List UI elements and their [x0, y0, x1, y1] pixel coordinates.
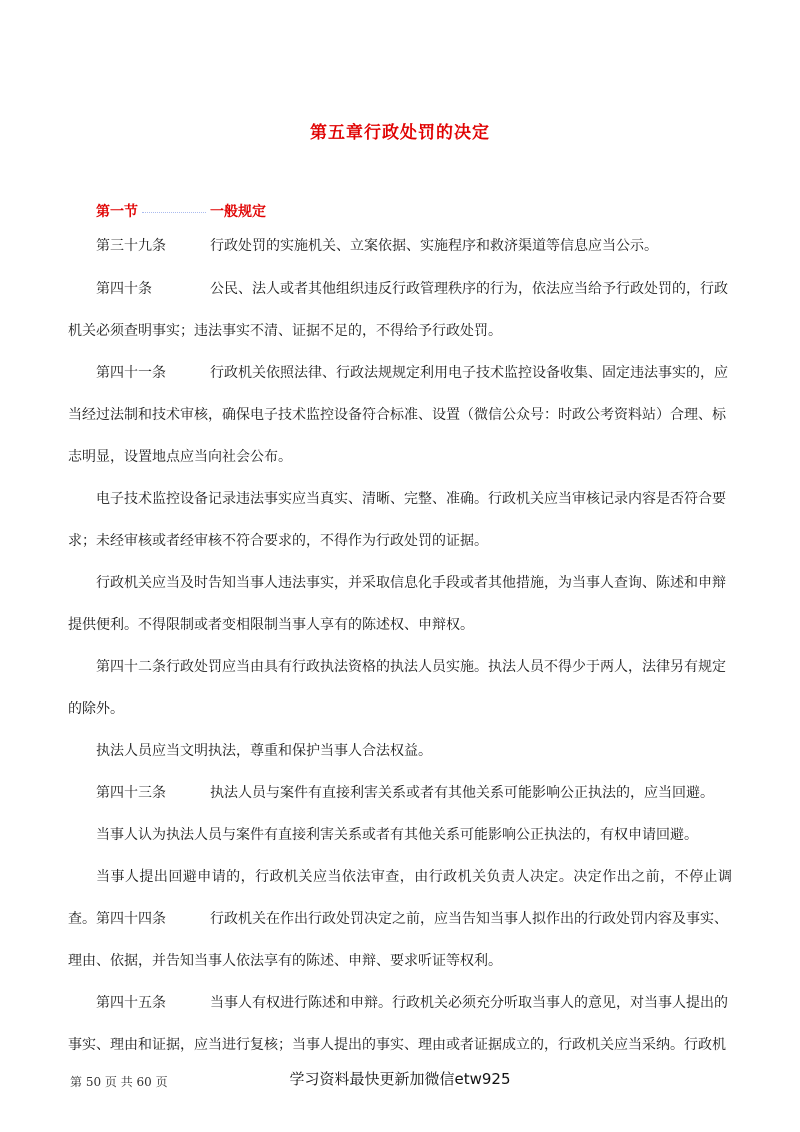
paragraph-cont: [68, 604, 732, 646]
paragraph: [68, 562, 732, 604]
paragraph-text: 提供便利。不得限制或者变相限制当事人享有的陈述权、申辩权。: [68, 617, 474, 633]
paragraph-text: 电子技术监控设备记录违法事实应当真实、清晰、完整、准确。行政机关应当审核记录内容是否符合要: [96, 491, 726, 507]
article-text: 行政机关在作出行政处罚决定之前，应当告知当事人拟作出的行政处罚内容及事实、: [210, 911, 728, 927]
paragraph: [68, 730, 732, 772]
article-text: 志明显，设置地点应当向社会公布。: [68, 449, 292, 465]
article-43: [68, 772, 732, 814]
section-heading: [96, 201, 266, 221]
article-41-cont2: [68, 436, 732, 478]
article-label: 第四十一条: [96, 365, 166, 381]
article-text: 机关必须查明事实；违法事实不清、证据不足的，不得给予行政处罚。: [68, 323, 502, 339]
article-text: 行政机关依照法律、行政法规规定利用电子技术监控设备收集、固定违法事实的，应: [210, 365, 728, 381]
article-label: 第四十四条: [96, 911, 166, 927]
article-42: [68, 646, 732, 688]
article-45: [68, 982, 732, 1024]
section-title: 一般规定: [210, 204, 266, 220]
paragraph-text: 当事人提出回避申请的，行政机关应当依法审查，由行政机关负责人决定。决定作出之前，不停止调查。: [68, 869, 732, 927]
paragraph-text: 执法人员应当文明执法，尊重和保护当事人合法权益。: [96, 743, 432, 759]
article-text: 行政处罚的实施机关、立案依据、实施程序和救济渠道等信息应当公示。: [210, 238, 658, 254]
article-42-cont: [68, 688, 732, 730]
article-44-cont: [68, 940, 732, 982]
paragraph-text: 求；未经审核或者经审核不符合要求的，不得作为行政处罚的证据。: [68, 533, 488, 549]
article-text: 当事人有权进行陈述和申辩。行政机关必须充分听取当事人的意见，对当事人提出的: [210, 995, 728, 1011]
paragraph: [68, 478, 732, 520]
article-text: 第四十二条行政处罚应当由具有行政执法资格的执法人员实施。执法人员不得少于两人，法律另有规定: [96, 659, 726, 675]
section-number: 第一节: [96, 204, 138, 220]
paragraph-cont: [68, 520, 732, 562]
article-41-cont1: [68, 394, 732, 436]
article-text: 当经过法制和技术审核，确保电子技术监控设备符合标准、设置（微信公众号：时政公考资料站）合理、标: [68, 407, 726, 423]
article-44: [68, 898, 732, 940]
article-label: 第四十五条: [96, 995, 166, 1011]
chapter-title: 第五章行政处罚的决定: [310, 123, 490, 143]
article-40: [68, 268, 732, 310]
article-label: 第四十三条: [96, 785, 166, 801]
section-gap: [142, 212, 206, 213]
paragraph: [68, 814, 732, 856]
article-45-cont: [68, 1024, 732, 1066]
page-number: 第 50 页 共 60 页: [70, 1075, 168, 1089]
article-41: [68, 352, 732, 394]
article-text: 执法人员与案件有直接利害关系或者有其他关系可能影响公正执法的，应当回避。: [210, 785, 714, 801]
paragraph-text: 当事人认为执法人员与案件有直接利害关系或者有其他关系可能影响公正执法的，有权申请回避。: [96, 827, 698, 843]
article-text: 公民、法人或者其他组织违反行政管理秩序的行为，依法应当给予行政处罚的，行政: [210, 281, 728, 297]
article-label: 第四十条: [96, 281, 152, 297]
article-39: [68, 225, 732, 267]
article-label: 第三十九条: [96, 238, 166, 254]
article-text: 的除外。: [68, 701, 124, 717]
footer-note: 学习资料最快更新加微信etw925: [289, 1070, 511, 1088]
article-40-cont: [68, 310, 732, 352]
article-text: 事实、理由和证据，应当进行复核；当事人提出的事实、理由或者证据成立的，行政机关应当采纳。行政机: [68, 1037, 726, 1053]
article-text: 理由、依据，并告知当事人依法享有的陈述、申辩、要求听证等权利。: [68, 953, 502, 969]
paragraph-text: 行政机关应当及时告知当事人违法事实，并采取信息化手段或者其他措施，为当事人查询、陈述和申辩: [96, 575, 726, 591]
